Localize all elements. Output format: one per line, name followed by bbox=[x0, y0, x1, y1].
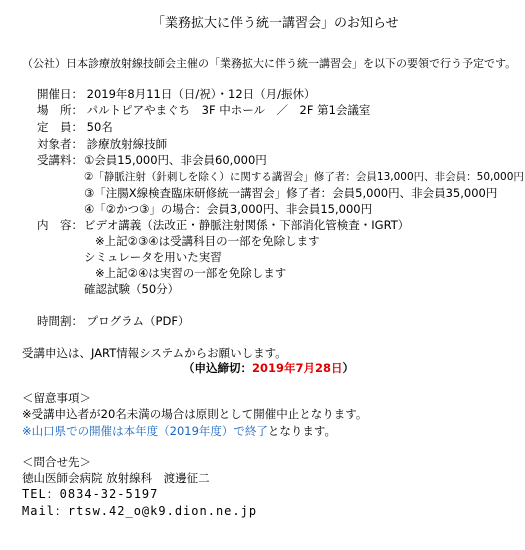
fee-item: ②「静脈注射（針刺しを除く）に関する講習会」修了者：会員13,000円、非会員：50,000円 bbox=[84, 171, 524, 183]
content-item: シミュレータを用いた実習 bbox=[84, 250, 222, 264]
date-label: 開催日： bbox=[37, 87, 83, 101]
deadline bbox=[183, 361, 354, 375]
note-2-highlight: ※山口県での開催は本年度（2019年度）で終了 bbox=[22, 424, 268, 438]
content-note: ※上記②③④は受講科目の一部を免除します bbox=[95, 234, 320, 248]
intro-text: （公社）日本診療放射線技師会主催の「業務拡大に伴う統一講習会」を以下の要領で行う予定です。 bbox=[22, 57, 517, 70]
content-label: 内 容： bbox=[37, 218, 83, 232]
deadline-suffix: ） bbox=[342, 361, 355, 375]
notes-header: ＜留意事項＞ bbox=[22, 391, 91, 405]
capacity-row bbox=[37, 120, 113, 134]
timetable-link[interactable]: プログラム（PDF） bbox=[86, 314, 190, 328]
venue-row bbox=[37, 103, 370, 117]
capacity-label: 定 員： bbox=[37, 120, 83, 134]
fee-item: ④「②かつ③」の場合：会員3,000円、非会員15,000円 bbox=[84, 202, 373, 216]
note-2-rest: となります。 bbox=[267, 424, 336, 438]
capacity-value: 50名 bbox=[86, 120, 113, 134]
deadline-prefix: （申込締切： bbox=[183, 361, 252, 375]
content-item: ビデオ講義（法改正・静脈注射関係・下部消化管検査・IGRT） bbox=[84, 218, 410, 232]
fee-item: ①会員15,000円、非会員60,000円 bbox=[84, 153, 267, 167]
timetable-row bbox=[37, 314, 189, 328]
contact-org: 徳山医師会病院 放射線科 渡邊征二 bbox=[22, 471, 210, 485]
date-value: 2019年8月11日（日/祝）・12日（月/振休） bbox=[86, 87, 316, 101]
note-2 bbox=[22, 424, 336, 438]
target-value: 診療放射線技師 bbox=[86, 137, 168, 151]
fee-item: ③「注腸X線検査臨床研修統一講習会」修了者：会員5,000円、非会員35,000円 bbox=[84, 186, 498, 200]
target-label: 対象者： bbox=[37, 137, 83, 151]
date-row bbox=[37, 87, 316, 101]
page-title: 「業務拡大に伴う統一講習会」のお知らせ bbox=[152, 16, 399, 31]
fee-label: 受講料： bbox=[37, 153, 83, 167]
content-note: ※上記②④は実習の一部を免除します bbox=[95, 266, 287, 280]
timetable-label: 時間割： bbox=[37, 314, 83, 328]
target-row bbox=[37, 137, 167, 151]
contact-header: ＜問合せ先＞ bbox=[22, 455, 91, 469]
contact-tel: TEL：0834-32-5197 bbox=[22, 487, 159, 501]
note-1: ※受講申込者が20名未満の場合は原則として開催中止となります。 bbox=[22, 407, 368, 421]
content-item: 確認試験（50分） bbox=[84, 282, 180, 296]
contact-mail[interactable]: Mail：rtsw.42_o@k9.dion.ne.jp bbox=[22, 504, 258, 518]
venue-label: 場 所： bbox=[37, 103, 83, 117]
application-text: 受講申込は、JART情報システムからお願いします。 bbox=[22, 346, 287, 360]
venue-value: パルトピアやまぐち 3F 中ホール ／ 2F 第1会議室 bbox=[86, 103, 371, 117]
deadline-date: 2019年7月28日 bbox=[252, 361, 343, 375]
